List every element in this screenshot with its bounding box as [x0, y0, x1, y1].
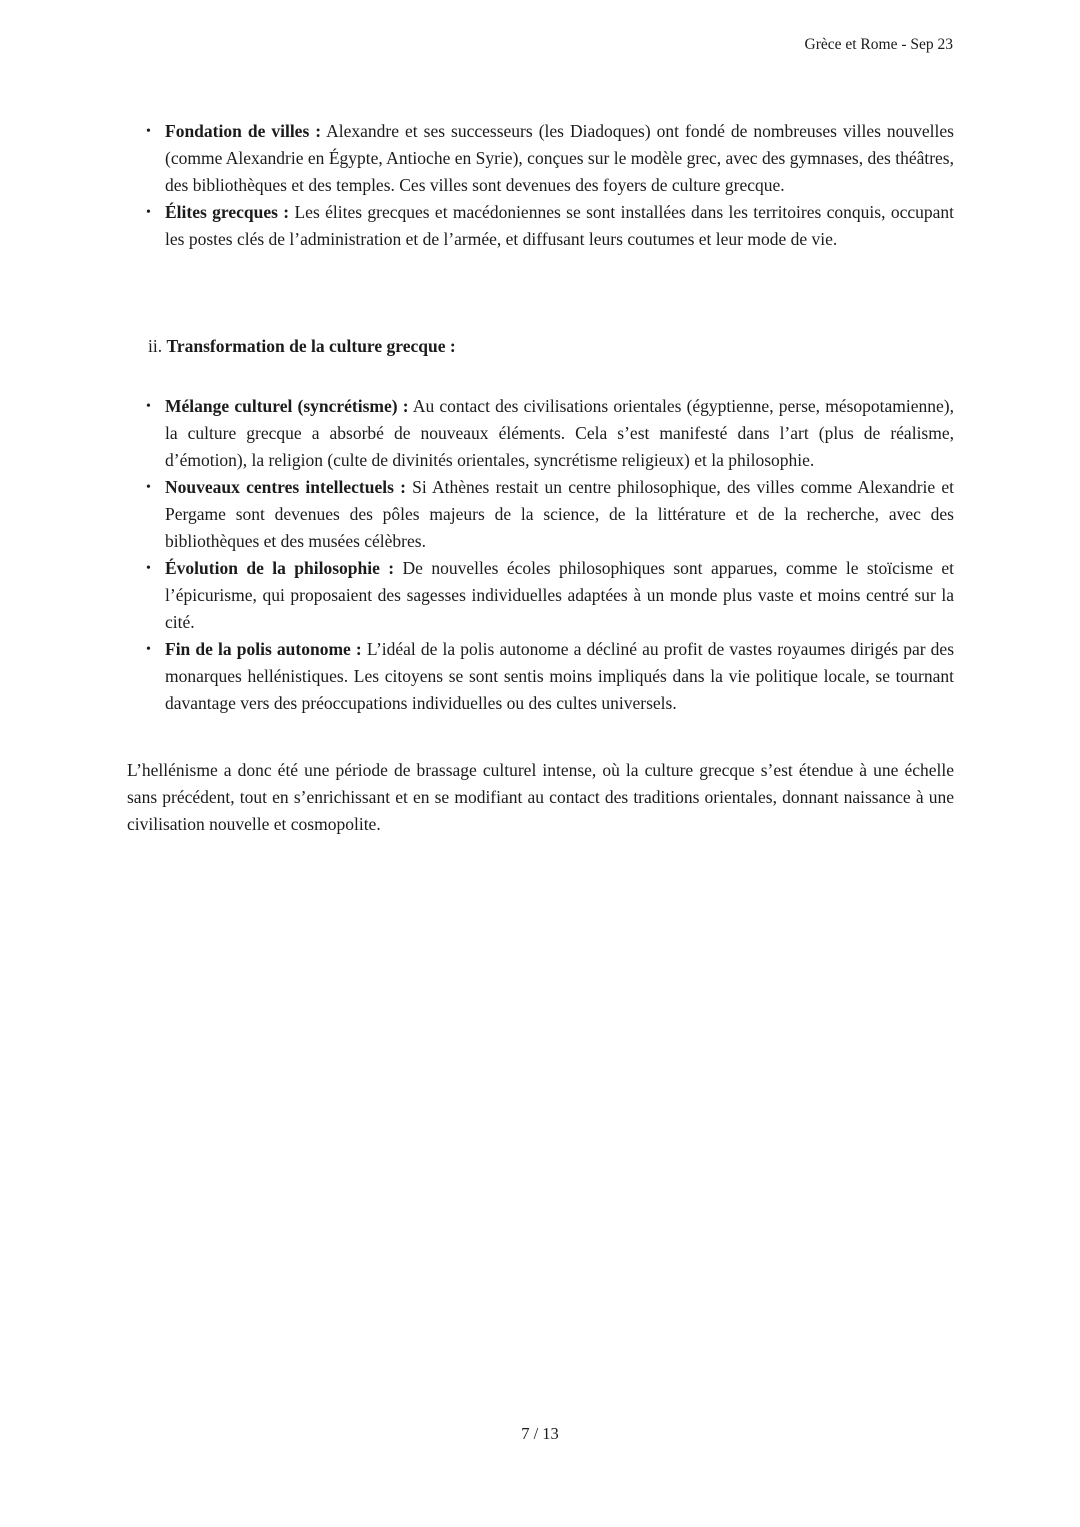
- list-item-lead: Élites grecques :: [165, 202, 290, 222]
- list-item-lead: Fin de la polis autonome :: [165, 639, 362, 659]
- list-item: [127, 199, 954, 253]
- closing-paragraph: L’hellénisme a donc été une période de brassage culturel intense, où la culture grecque s’est étendue à une échelle sans précédent, tout en s’enrichissant et en se modifiant au contact des traditions orientales, donnant naissance à une civilisation nouvelle et cosmopolite.: [127, 760, 954, 834]
- list-item-body: Si Athènes restait un centre philosophique, des villes comme Alexandrie et Pergame sont devenues des pôles majeurs de la science, de la littérature et de la recherche, avec des bibliothèques et des musées célèbres.: [165, 477, 955, 551]
- list-item-body: L’idéal de la polis autonome a décliné au profit de vastes royaumes dirigés par des monarques hellénistiques. Les citoyens se sont sentis moins impliqués dans la vie politique locale, se tournant davantage vers des préoccupations individuelles ou des cultes universels.: [165, 639, 955, 713]
- list-item: [127, 118, 954, 199]
- list-item-body: Les élites grecques et macédoniennes se sont installées dans les territoires conquis, occupant les postes clés de l’administration et de l’armée, et diffusant leurs coutumes et leur mode de vie.: [165, 202, 954, 249]
- list-item: [127, 555, 954, 636]
- list-item: [127, 393, 954, 474]
- section-heading-title: Transformation de la culture grecque :: [166, 336, 456, 356]
- page-number: 7 / 13: [521, 1424, 559, 1443]
- list-item-body: Au contact des civilisations orientales (égyptienne, perse, mésopotamienne), la culture grecque a absorbé de nouveaux éléments. Cela s’est manifesté dans l’art (plus de réalisme, d’émotion), la religion (culte de divinités orientales, syncrétisme religieux) et la philosophie.: [165, 396, 954, 470]
- document-content: [127, 118, 954, 856]
- page-header-title: Grèce et Rome - Sep 23: [804, 36, 953, 53]
- list-item: [127, 474, 954, 555]
- list-item-lead: Mélange culturel (syncrétisme) :: [165, 396, 409, 416]
- bullet-list-culture-transformation: [127, 393, 954, 717]
- list-item-body: De nouvelles écoles philosophiques sont apparues, comme le stoïcisme et l’épicurisme, qui proposaient des sagesses individuelles adaptées à un monde plus vaste et moins centré sur la cité.: [165, 558, 955, 632]
- list-item-lead: Évolution de la philosophie :: [165, 558, 395, 578]
- section-heading: [127, 333, 954, 360]
- list-item-lead: Nouveaux centres intellectuels :: [165, 477, 406, 497]
- list-item: [127, 636, 954, 717]
- list-item-body: Alexandre et ses successeurs (les Diadoques) ont fondé de nombreuses villes nouvelles (comme Alexandrie en Égypte, Antioche en Syrie), conçues sur le modèle grec, avec des gymnases, des théâtres, des bibliothèques et des temples. Ces villes sont devenues des foyers de culture grecque.: [165, 121, 954, 195]
- bullet-list-hellenistic-expansion: [127, 118, 954, 253]
- list-item-lead: Fondation de villes :: [165, 121, 322, 141]
- section-heading-numeral: ii.: [148, 336, 163, 356]
